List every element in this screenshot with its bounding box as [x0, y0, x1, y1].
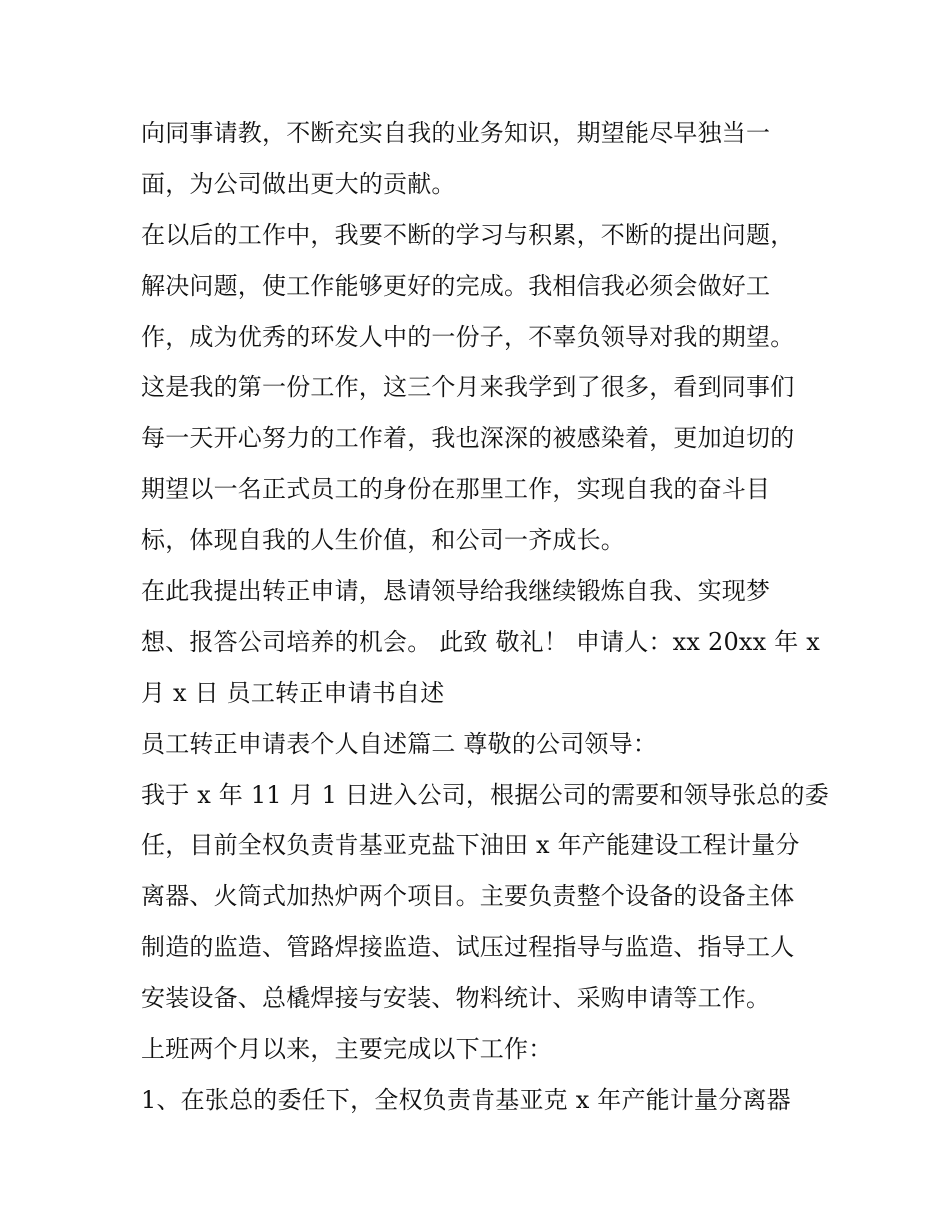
text-line: 这是我的第一份工作，这三个月来我学到了很多，看到同事们 — [141, 373, 795, 402]
text-line: 安装设备、总橇焊接与安装、物料统计、采购申请等工作。 — [141, 984, 771, 1013]
text-line: 离器、火筒式加热炉两个项目。主要负责整个设备的设备主体 — [141, 882, 795, 911]
text-line: 标，体现自我的人生价值，和公司一齐成长。 — [141, 526, 625, 555]
text-line: 每一天开心努力的工作着，我也深深的被感染着，更加迫切的 — [141, 424, 795, 453]
text-line: 解决问题，使工作能够更好的完成。我相信我必须会做好工 — [141, 271, 771, 300]
text-line: 在此我提出转正申请，恳请领导给我继续锻炼自我、实现梦 — [141, 577, 771, 606]
text-line: 我于 x 年 11 月 1 日进入公司，根据公司的需要和领导张总的委 — [141, 780, 829, 809]
text-line: 上班两个月以来，主要完成以下工作： — [141, 1035, 553, 1064]
document-body — [141, 108, 829, 1126]
text-line: 向同事请教，不断充实自我的业务知识，期望能尽早独当一 — [141, 119, 771, 147]
text-line: 员工转正申请表个人自述篇二 尊敬的公司领导： — [141, 729, 658, 758]
text-line: 想、报答公司培养的机会。 此致 敬礼！ 申请人：xx 20xx 年 x — [141, 627, 820, 656]
text-line: 制造的监造、管路焊接监造、试压过程指导与监造、指导工人 — [141, 933, 795, 962]
text-line: 面，为公司做出更大的贡献。 — [141, 169, 456, 198]
text-line: 月 x 日 员工转正申请书自述 — [141, 678, 445, 707]
text-line: 期望以一名正式员工的身份在那里工作，实现自我的奋斗目 — [141, 475, 771, 504]
text-line: 在以后的工作中，我要不断的学习与积累，不断的提出问题， — [141, 220, 795, 249]
text-line: 1、在张总的委任下，全权负责肯基亚克 x 年产能计量分离器 — [141, 1085, 791, 1114]
text-line: 任，目前全权负责肯基亚克盐下油田 x 年产能建设工程计量分 — [141, 831, 800, 860]
text-line: 作，成为优秀的环发人中的一份子，不辜负领导对我的期望。 — [141, 322, 795, 351]
